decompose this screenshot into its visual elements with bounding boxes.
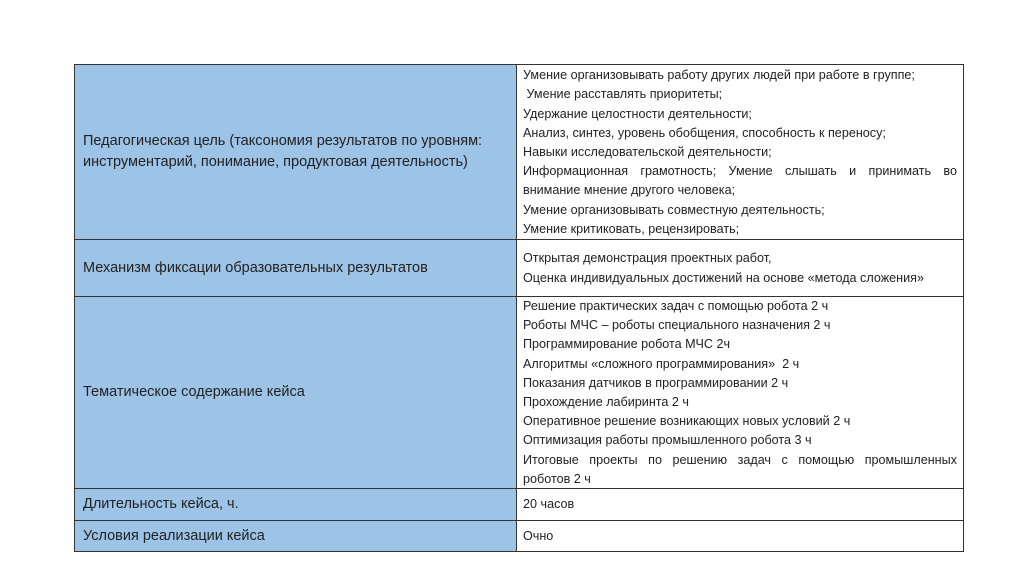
- table-row-pedagogical-goal: [75, 65, 963, 239]
- row-content: [517, 240, 963, 296]
- list-item: Программирование робота МЧС 2ч: [523, 337, 731, 352]
- list-item: Показания датчиков в программировании 2 ч: [523, 375, 789, 390]
- list-item: Очно: [523, 528, 554, 543]
- table-row-conditions: [75, 520, 963, 551]
- row-content: [517, 521, 963, 551]
- list-item: Навыки исследовательской деятельности;: [523, 144, 772, 159]
- row-label: Условия реализации кейса: [75, 521, 517, 551]
- row-content: [517, 65, 963, 239]
- list-item: Роботы МЧС – роботы специального назначения 2 ч: [523, 318, 831, 333]
- row-content: [517, 489, 963, 520]
- row-label: Механизм фиксации образовательных результатов: [75, 240, 517, 296]
- list-item: Умение критиковать, рецензировать;: [523, 221, 740, 236]
- table-row-content: [75, 296, 963, 488]
- list-item: Умение организовывать совместную деятельность;: [523, 202, 825, 217]
- list-item: 20 часов: [523, 497, 575, 512]
- list-item: Анализ, синтез, уровень обобщения, способность к переносу;: [523, 125, 886, 140]
- list-item: Решение практических задач с помощью робота 2 ч: [523, 298, 829, 313]
- list-item: Итоговые проекты по решению задач с помощью промышленных роботов 2 ч: [523, 452, 957, 486]
- list-item: Оптимизация работы промышленного робота 3 ч: [523, 433, 812, 448]
- case-table: [74, 64, 964, 552]
- row-label: Педагогическая цель (таксономия результатов по уровням: инструментарий, понимание, продуктовая деятельность): [75, 65, 517, 239]
- list-item: Оперативное решение возникающих новых условий 2 ч: [523, 414, 851, 429]
- list-item: Умение расставлять приоритеты;: [523, 87, 723, 102]
- list-item: Информационная грамотность; Умение слышать и принимать во внимание мнение другого человека;: [523, 164, 957, 198]
- list-item: Прохождение лабиринта 2 ч: [523, 395, 689, 409]
- row-content: [517, 297, 963, 488]
- table-row-duration: [75, 488, 963, 520]
- list-item: Оценка индивидуальных достижений на основе «метода сложения»: [523, 270, 924, 285]
- list-item: Удержание целостности деятельности;: [523, 106, 752, 121]
- list-item: Алгоритмы «сложного программирования» 2 ч: [523, 356, 800, 371]
- table-row-assessment: [75, 239, 963, 296]
- list-item: Умение организовывать работу других людей при работе в группе;: [523, 68, 915, 83]
- list-item: Открытая демонстрация проектных работ,: [523, 251, 772, 266]
- row-label: Длительность кейса, ч.: [75, 489, 517, 520]
- row-label: Тематическое содержание кейса: [75, 297, 517, 488]
